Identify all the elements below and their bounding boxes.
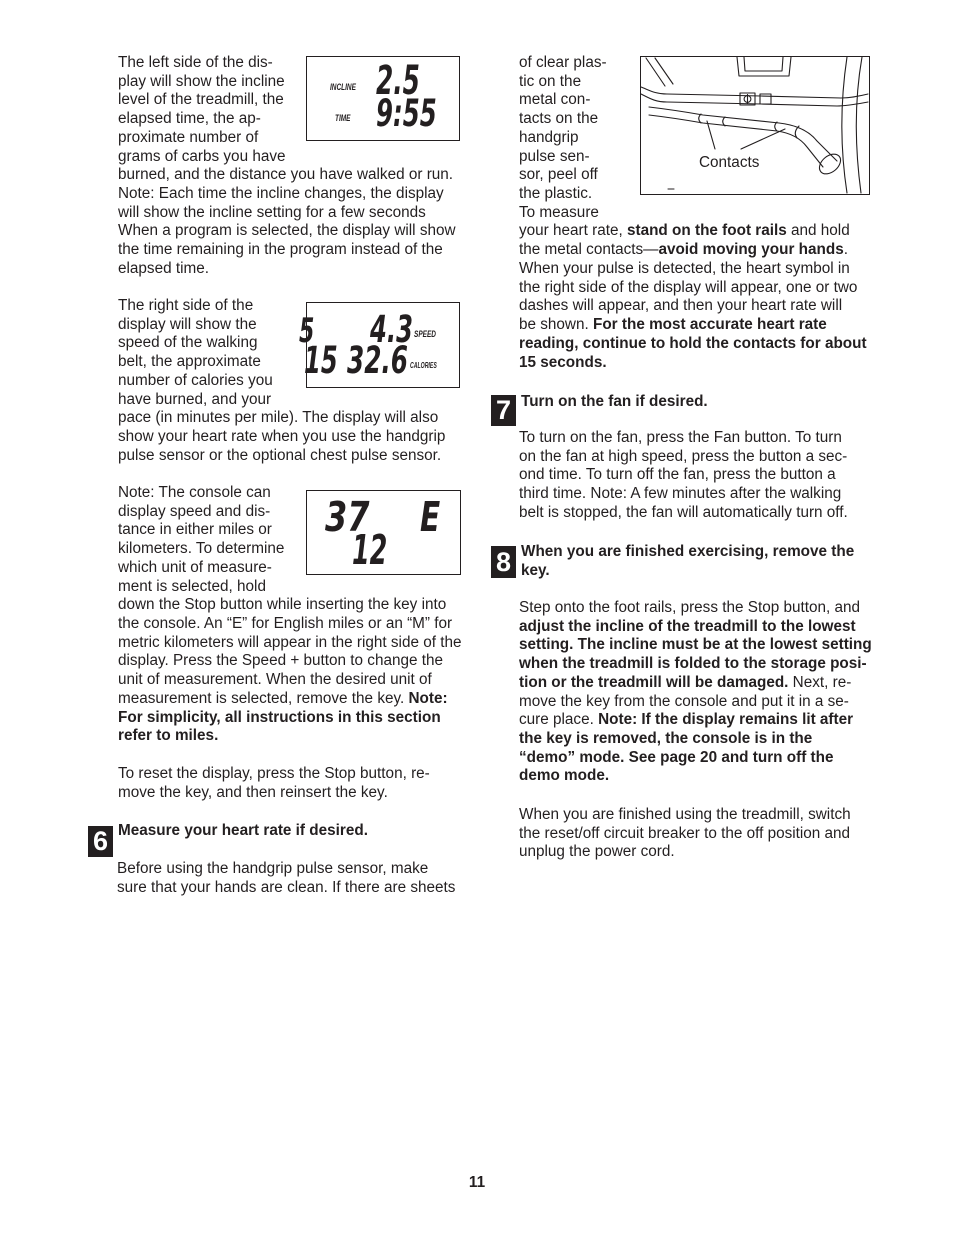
text-line: pace (in minutes per mile). The display will also [118,409,439,427]
left-top-value: 5 [299,310,315,351]
text-line: the metal contacts—avoid moving your hands. [519,241,848,259]
units-top-value: 37 [324,493,370,541]
text-line: Before using the handgrip pulse sensor, make [117,860,429,877]
bold-text: 15 seconds. [519,353,607,371]
text-line: To measure [519,203,599,221]
callout-line-right [741,129,785,149]
text-line: When a program is selected, the display will show [118,222,456,240]
units-display-figure [306,490,461,575]
handgrip-end-cap [816,150,845,178]
text-line: move the key from the console and put it in a se- [519,692,849,710]
step-7-body [519,429,848,523]
text-line [519,655,872,674]
speed-label: SPEED [413,329,436,339]
text-line: the time remaining in the program instead of the [118,241,443,259]
text-line: down the Stop button while inserting the key into [118,596,447,614]
text-line: the plastic. [519,185,593,203]
text-line [118,709,461,728]
contact-right-band [775,122,777,131]
bold-text: For simplicity, all instructions in this section [118,708,441,726]
step-8-body [519,599,872,786]
right-upright-edge [856,57,862,193]
text-line: sure that your hands are clean. If there are sheets [117,878,456,896]
text-line [519,354,867,373]
page-number: 11 [468,1174,486,1191]
calories-label: CALORIES [409,360,437,371]
step-6-body [117,860,455,897]
bold-text: when the treadmill is folded to the storage posi- [519,655,867,673]
text-line: on the fan at high speed, press the button a sec- [519,447,848,465]
incline-value: 2.5 [375,58,420,104]
text-line: pulse sen- [519,147,590,165]
text-line: third time. Note: A few minutes after the walking [519,485,842,503]
text-line: move the key, and then reinsert the key. [118,783,388,801]
text-line: metric kilometers will appear in the right side of the [118,633,462,651]
speed-value: 4.3 [369,308,413,351]
text-line: ond time. To turn off the fan, press the button a [519,466,836,484]
text-line: handgrip [519,128,579,146]
left-bottom-value: 15 [304,339,338,383]
text-line: tic on the [519,72,582,90]
step-7-heading-text: Turn on the fan if desired. [521,393,708,410]
handgrip-contacts-figure [640,56,870,195]
text-line: elapsed time. [118,259,209,277]
text-line [519,335,867,354]
time-label: TIME [334,113,350,123]
text-line [519,730,872,749]
bold-text: Note: If the display remains lit after [598,711,854,729]
text-line: dashes will appear, and then your heart rate will [519,297,843,315]
step-8-number-badge: 8 [491,546,516,578]
text-line: cure place. Note: If the display remains lit after [519,711,854,729]
bold-text: For the most accurate heart rate [592,316,827,334]
text-line: be shown. For the most accurate heart rate [519,316,827,334]
calories-value: 32.6 [346,339,408,383]
bold-text: Note: [408,689,448,707]
text-line: To turn on the fan, press the Fan button. To turn [519,429,842,446]
incline-time-display-figure [306,56,460,141]
text-line: display. Press the Speed + button to change the [118,652,443,670]
text-line [118,727,461,746]
text-line: display speed and dis- [118,502,271,520]
text-line: ment is selected, hold [118,577,266,595]
text-line: the right side of the display will appear, one or two [519,278,858,296]
bold-text: avoid moving your hands [658,241,844,259]
text-line: Note: The console can [118,484,271,501]
bold-text: refer to miles. [118,727,219,745]
text-line: metal con- [519,91,591,109]
text-line: level of the treadmill, the [118,91,284,109]
console-inner-outline [744,57,783,71]
contact-left-band [699,114,701,123]
text-line: When you are finished using the treadmill, switch [519,806,851,823]
text-line: show your heart rate when you use the handgrip [118,428,446,446]
text-line: belt is stopped, the fan will automatically turn off. [519,503,848,521]
handgrip-illustration [641,57,868,193]
left-upright-edge [646,58,665,86]
callout-line-left [707,121,715,149]
bold-text: the key is removed, the console is in the [519,730,813,748]
text-line: key. [521,561,550,579]
units-bottom-value: 12 [351,526,387,574]
bold-text: demo mode. [519,767,610,785]
incline-label: INCLINE [329,82,356,92]
text-line: kilometers. To determine [118,540,285,558]
step-8-heading [521,543,854,580]
text-line: proximate number of [118,128,259,146]
finish-paragraph [519,806,851,862]
bold-text: stand on the foot rails [626,222,787,240]
right-upright-edge [842,57,847,193]
text-line [519,767,872,786]
text-line: play will show the incline [118,72,285,90]
text-line: tance in either miles or [118,521,272,539]
text-line: The left side of the dis- [118,54,273,71]
text-line: unit of measurement. When the desired unit of [118,671,432,689]
text-line [519,618,872,637]
text-line: To reset the display, press the Stop button, re- [118,765,430,782]
text-line: When you are finished exercising, remove the [521,543,855,560]
text-line: burned, and the distance you have walked or run. [118,166,454,184]
bold-text: adjust the incline of the treadmill to the lowest [519,617,856,635]
text-line: grams of carbs you have [118,147,286,165]
text-line: the reset/off circuit breaker to the off position and [519,824,851,842]
step-6-number-badge: 6 [88,826,113,857]
text-line: display will show the [118,315,257,333]
text-line: your heart rate, stand on the foot rails and hold [519,222,850,240]
step-7-heading [521,393,708,412]
text-line: pulse sensor or the optional chest pulse sensor. [118,446,442,464]
step-7-number-badge: 7 [491,395,516,426]
text-line: number of calories you [118,371,273,389]
text-line: elapsed time, the ap- [118,110,261,128]
step-6-heading [118,822,368,841]
text-line: tion or the treadmill will be damaged. Next, re- [519,673,852,691]
text-line: Note: Each time the incline changes, the display [118,185,444,203]
text-line [519,636,872,655]
speed-calories-display-figure [299,302,460,388]
text-line: measurement is selected, remove the key. Note: [118,689,448,707]
time-value: 9:55 [375,92,437,135]
text-line: sor, peel off [519,166,598,184]
text-line: When your pulse is detected, the heart symbol in [519,259,850,277]
text-line: speed of the walking [118,334,258,352]
text-line: tacts on the [519,110,599,128]
units-indicator: E [419,493,440,541]
text-line: unplug the power cord. [519,843,675,861]
bold-text: reading, continue to hold the contacts for about [519,334,867,352]
text-line: which unit of measure- [118,558,272,576]
text-line [519,749,872,768]
contacts-label: Contacts [699,154,760,171]
text-line: The right side of the [118,297,254,314]
text-line: will show the incline setting for a few seconds [118,203,426,221]
bold-text: “demo” mode. See page 20 and turn off the [519,748,834,766]
step-6-heading-text: Measure your heart rate if desired. [118,822,368,839]
left-upright-edge [655,58,673,84]
text-line: belt, the approximate [118,353,261,371]
reset-paragraph [118,765,430,802]
text-line: the console. An “E” for English miles or an “M” for [118,615,453,633]
bold-text: tion or the treadmill will be damaged. [519,673,789,691]
text-line: Step onto the foot rails, press the Stop button, and [519,599,861,616]
text-line: of clear plas- [519,54,607,71]
text-line: have burned, and your [118,390,272,408]
handgrip-top-edge [649,107,837,161]
bold-text: setting. The incline must be at the lowest setting [519,636,872,654]
